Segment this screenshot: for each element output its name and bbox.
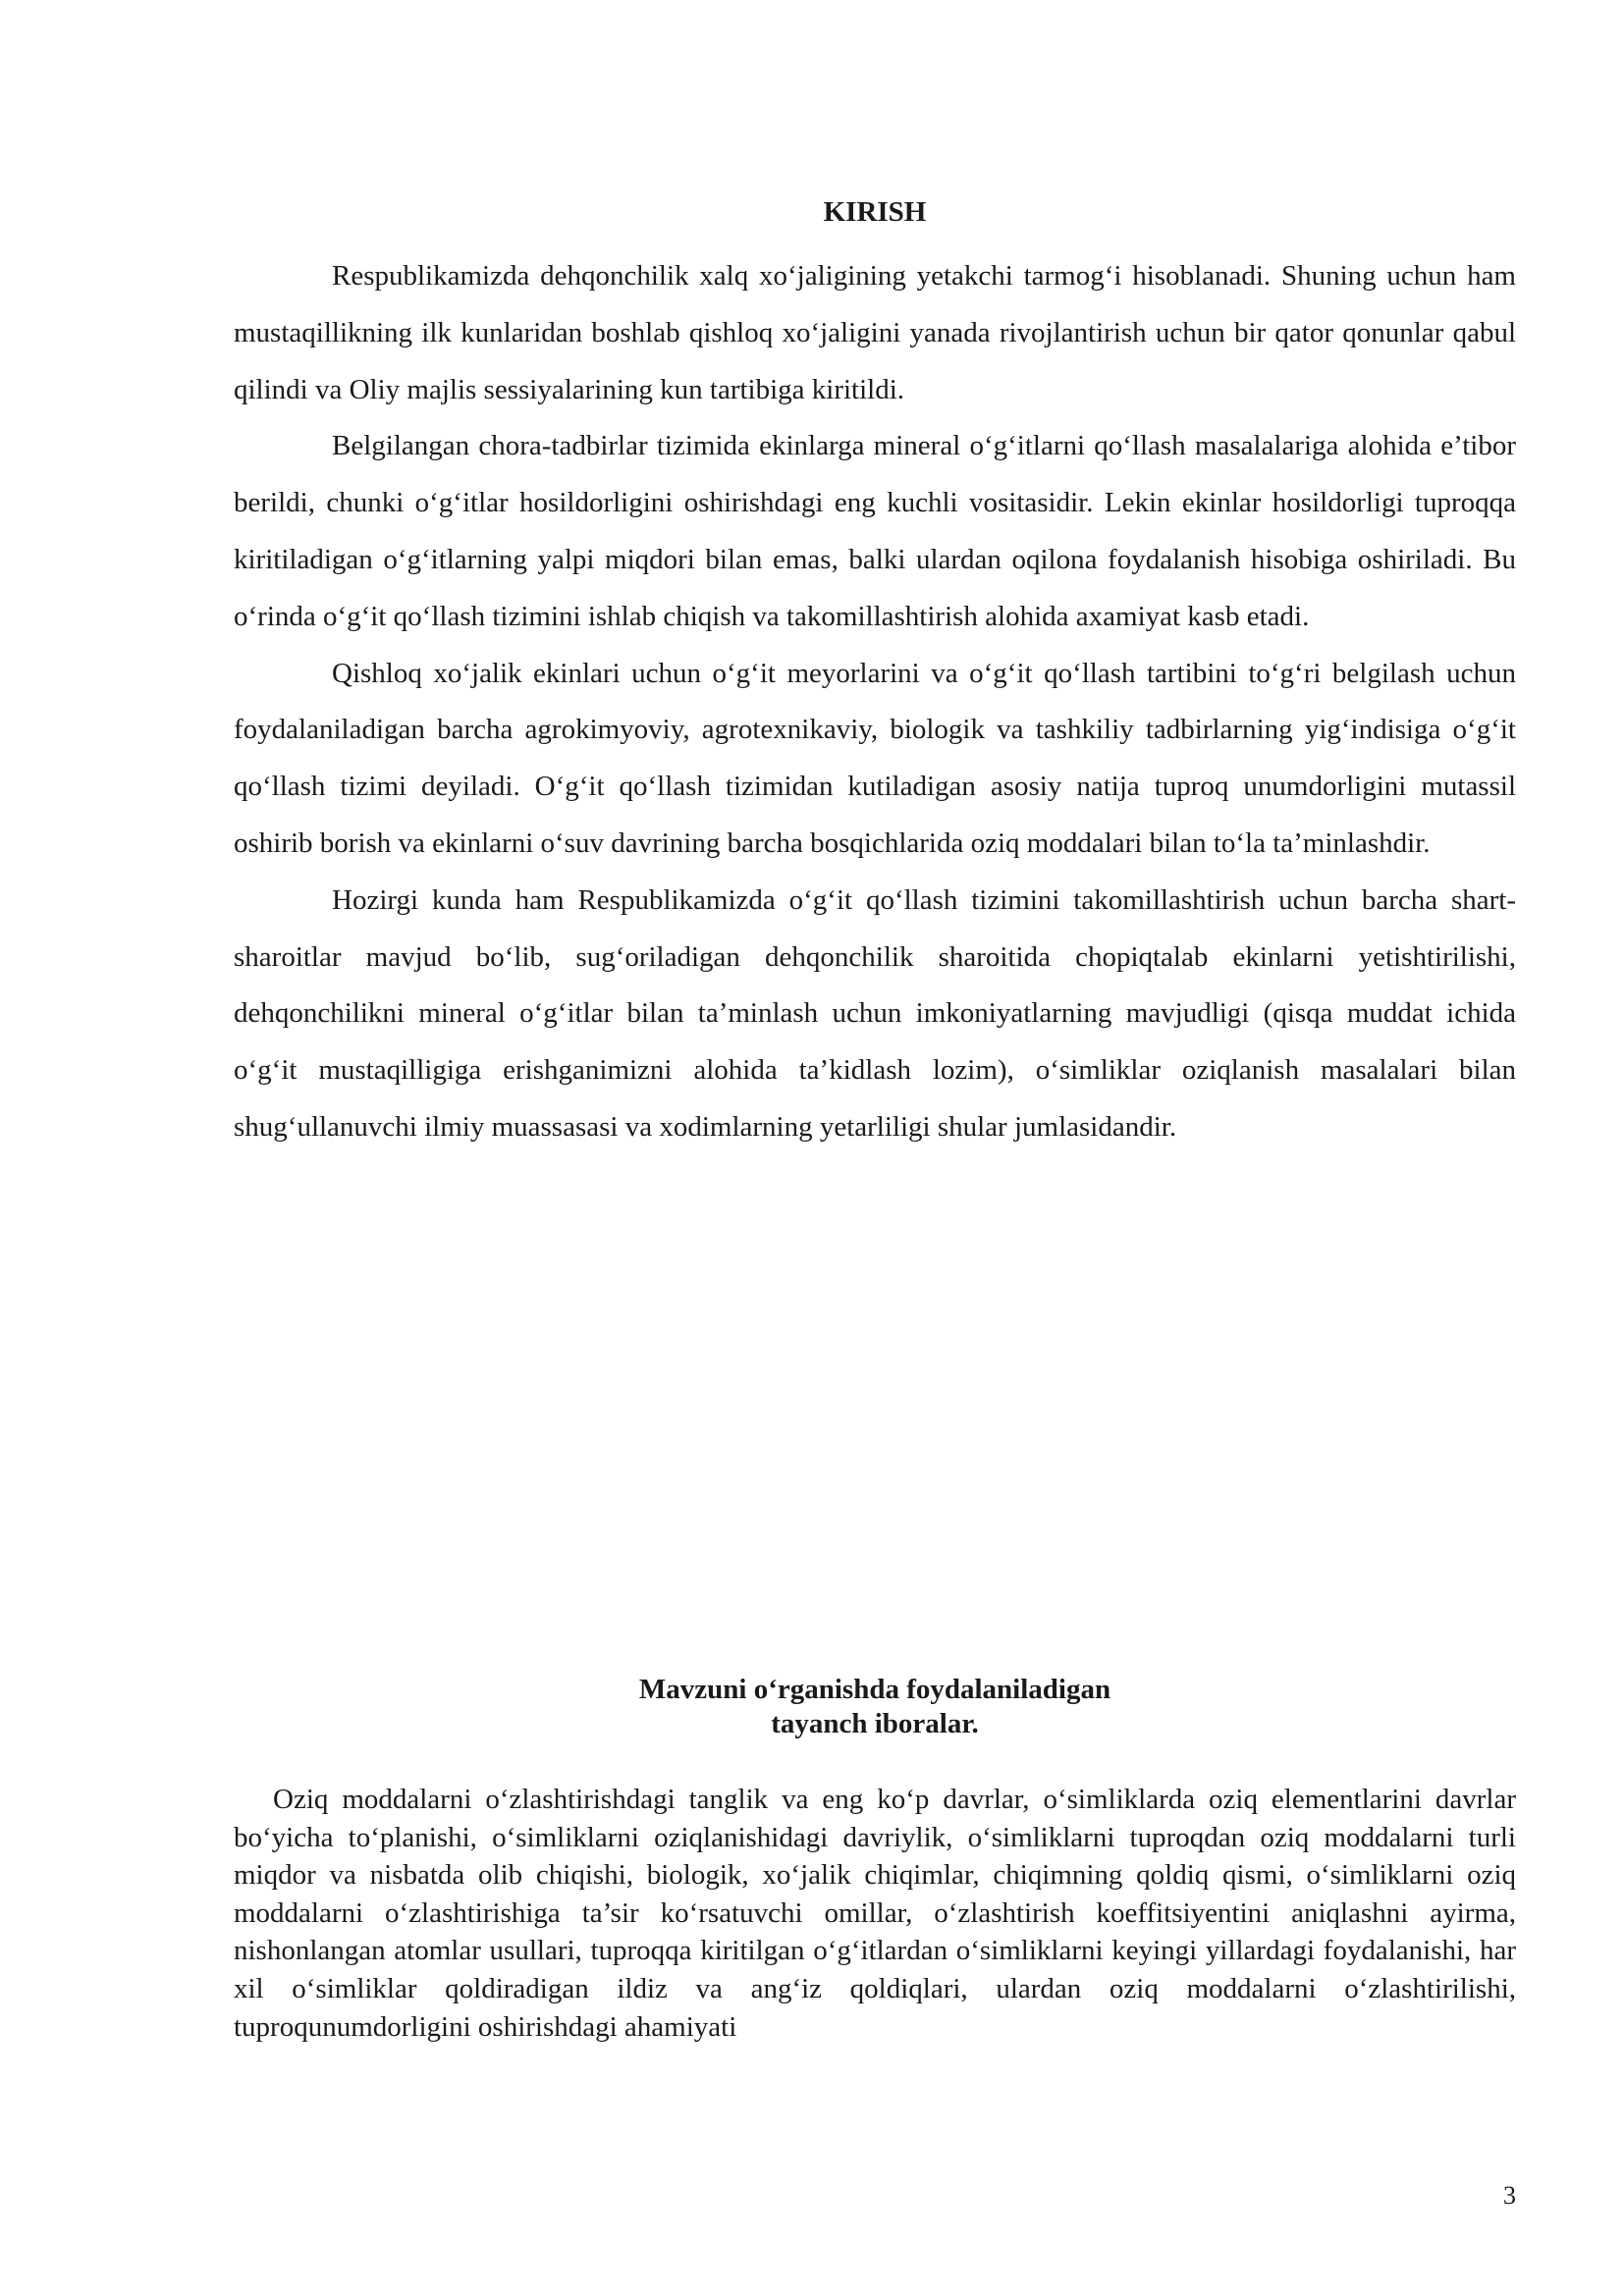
key-terms-heading [234, 1673, 1516, 1741]
key-terms-section [234, 1673, 1516, 2046]
key-terms-heading-line-1: Mavzuni o‘rganishda foydalaniladigan [638, 1674, 1111, 1705]
paragraph-3: Qishloq xo‘jalik ekinlari uchun o‘g‘it meyorlarini va o‘g‘it qo‘llash tartibini to‘g‘ri belgilash uchun foydalaniladigan barcha agrokimyoviy, agrotexnikaviy, biologik va tashkiliy tadbirlarning yig‘indisiga o‘g‘it qo‘llash tizimi deyiladi. O‘g‘it qo‘llash tizimidan kutiladigan asosiy natija tuproq unumdorligini mutassil oshirib borish va ekinlarni o‘suv davrining barcha bosqichlarida oziq moddalari bilan to‘la ta’minlashdir. [234, 657, 1516, 859]
paragraph-4: Hozirgi kunda ham Respublikamizda o‘g‘it qo‘llash tizimini takomillashtirish uchun barcha shart-sharoitlar mavjud bo‘lib, sug‘oriladigan dehqonchilik sharoitida chopiqtalab ekinlarni yetishtirilishi, dehqonchilikni mineral o‘g‘itlar bilan ta’minlash uchun imkoniyatlarning mavjudligi (qisqa muddat ichida o‘g‘it mustaqilligiga erishganimizni alohida ta’kidlash lozim), o‘simliklar oziqlanish masalalari bilan shug‘ullanuvchi ilmiy muassasasi va xodimlarning yetarliligi shular jumlasidandir. [234, 883, 1516, 1143]
page-title: KIRISH [823, 196, 927, 228]
key-terms-heading-line-2: tayanch iboralar. [771, 1708, 979, 1739]
paragraph-2: Belgilangan chora-tadbirlar tizimida ekinlarga mineral o‘g‘itlarni qo‘llash masalalariga alohida e’tibor berildi, chunki o‘g‘itlar hosildorligini oshirishdagi eng kuchli vositasidir. Lekin ekinlar hosildorligi tuproqqa kiritiladigan o‘g‘itlarning yalpi miqdori bilan emas, balki ulardan oqilona foydalanish hisobiga oshiriladi. Bu o‘rinda o‘g‘it qo‘llash tizimini ishlab chiqish va takomillashtirish alohida axamiyat kasb etadi. [234, 430, 1516, 632]
key-terms-paragraph: Oziq moddalarni o‘zlashtirishdagi tanglik va eng ko‘p davrlar, o‘simliklarda oziq elementlarini davrlar bo‘yicha to‘planishi, o‘simliklarni oziqlanishidagi davriylik, o‘simliklarni tuproqdan oziq moddalarni turli miqdor va nisbatda olib chiqishi, biologik, xo‘jalik chiqimlar, chiqimning qoldiq qismi, o‘simliklarni oziq moddalarni o‘zlashtirishiga ta’sir ko‘rsatuvchi omillar, o‘zlashtirish koeffitsiyentini aniqlashni ayirma, nishonlangan atomlar usullari, tuproqqa kiritilgan o‘g‘itlardan o‘simliklarni keyingi yillardagi foydalanishi, har xil o‘simliklar qoldiradigan ildiz va ang‘iz qoldiqlari, ulardan oziq moddalarni o‘zlashtirilishi, tuproqunumdorligini oshirishdagi ahamiyati [234, 1784, 1516, 2043]
page-number: 3 [1503, 2181, 1516, 2210]
introduction-section [234, 192, 1516, 1156]
paragraph-1: Respublikamizda dehqonchilik xalq xo‘jaligining yetakchi tarmog‘i hisoblanadi. Shuning uchun ham mustaqillikning ilk kunlaridan boshlab qishloq xo‘jaligini yanada rivojlantirish uchun bir qator qonunlar qabul qilindi va Oliy majlis sessiyalarining kun tartibiga kiritildi. [234, 260, 1516, 405]
